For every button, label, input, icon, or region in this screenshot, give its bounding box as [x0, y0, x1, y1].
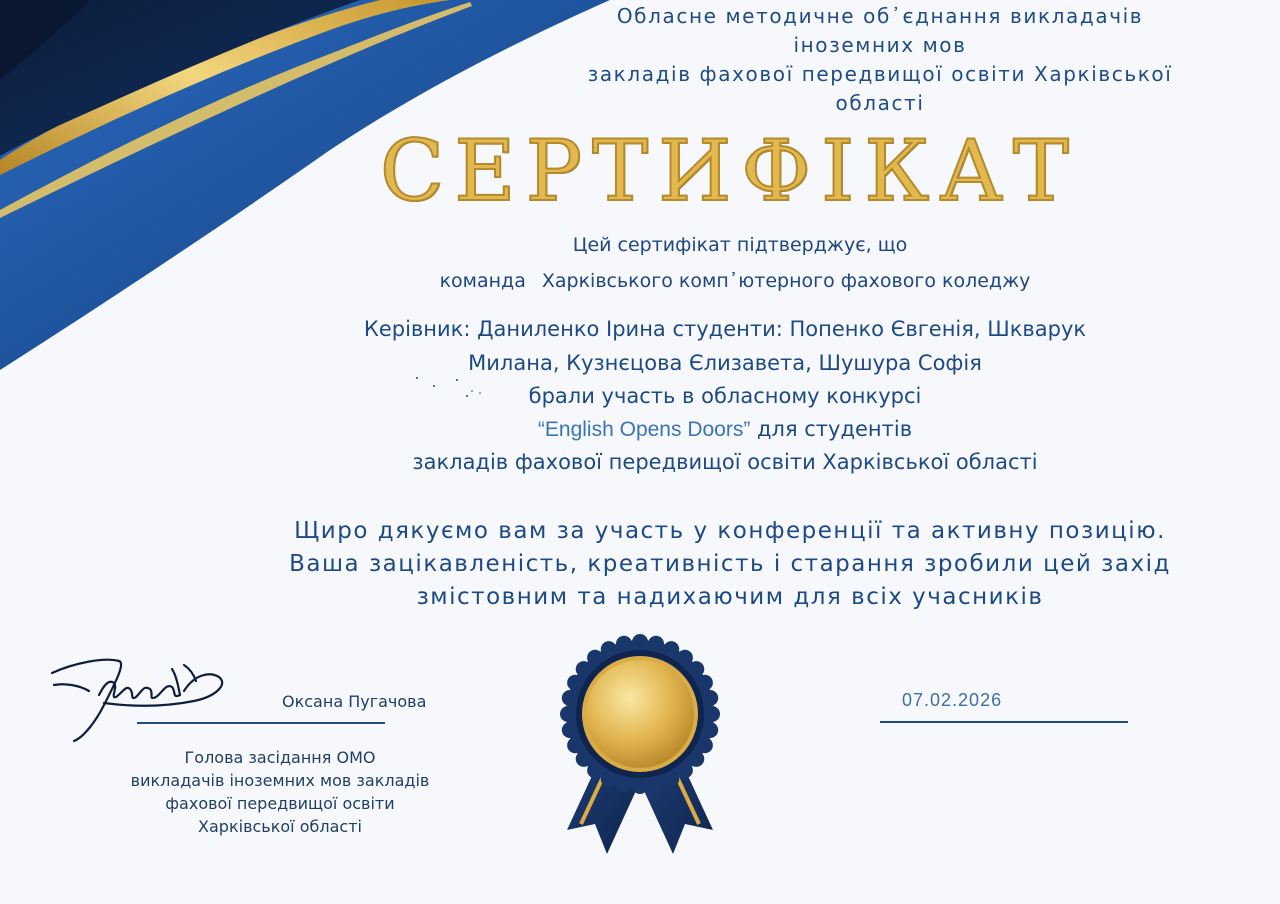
contest-line-2: [260, 417, 1190, 442]
confirmation-text: Цей сертифікат підтверджує, що: [572, 234, 908, 256]
gold-award-medal-icon: [555, 632, 725, 862]
signer-name: Оксана Пугачова: [282, 692, 427, 711]
participants-line-1: Керівник: Даниленко Ірина студенти: Попенко Євгенія, Шкварук: [363, 317, 1087, 341]
signer-role-line-3: фахової передвищої освіти: [165, 794, 395, 813]
contest-for: для студентів: [757, 417, 913, 441]
certificate-date: 07.02.2026: [902, 690, 1003, 710]
stray-dots-decoration: [412, 374, 492, 404]
signer-role-line-1: Голова засідання ОМО: [184, 748, 376, 767]
team-label: команда: [439, 270, 526, 292]
contest-name: “English Opens Doors”: [537, 418, 751, 441]
contest-line-1: брали участь в обласному конкурсі: [528, 384, 922, 408]
signature-line: [137, 722, 385, 724]
handwritten-signature: [44, 645, 244, 745]
date-line: [880, 721, 1128, 723]
organization-line-4: області: [835, 91, 925, 115]
signer-role-line-4: Харківської області: [198, 817, 362, 836]
organization-line-1: Обласне методичне об᾽єднання викладачів: [616, 4, 1144, 28]
organization-line-2: іноземних мов: [793, 33, 967, 57]
organization-line-3: закладів фахової передвищої освіти Харківської: [587, 62, 1173, 86]
contest-line-3: закладів фахової передвищої освіти Харківської області: [412, 450, 1038, 474]
college-name: Харківського комп᾽ютерного фахового коледжу: [541, 270, 1031, 292]
signer-role-line-2: викладачів іноземних мов закладів: [130, 771, 430, 790]
participants-line-2: Милана, Кузнєцова Єлизавета, Шушура Софія: [468, 351, 982, 375]
certificate-title: СЕРТИФІКАТ: [380, 122, 1079, 220]
thanks-line-2: Ваша зацікавленість, креативність і старання зробили цей захід: [289, 551, 1171, 577]
thanks-line-3: змістовним та надихаючим для всіх учасників: [416, 584, 1044, 610]
thanks-line-1: Щиро дякуємо вам за участь у конференції та активну позицію.: [294, 518, 1166, 544]
team-line: [340, 270, 1130, 292]
